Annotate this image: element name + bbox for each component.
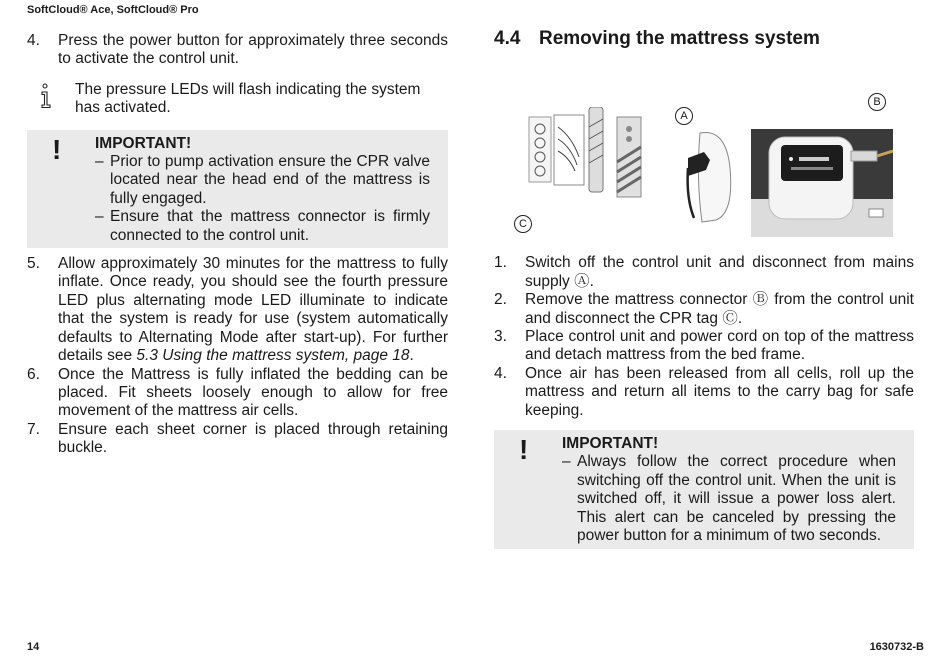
callout-a: A (675, 107, 693, 125)
removal-step (494, 365, 914, 420)
right-column (494, 30, 914, 549)
important-title: IMPORTANT! (95, 134, 192, 152)
step-7 (27, 421, 448, 458)
section-number: 4.4 (494, 28, 521, 49)
step-text-main: Allow approximately 30 minutes for the mattress to fully inflate. Once ready, you should see the fourth pressure LED plus alternating mode LED illuminate to indicate that the system is ready for use (system automatically defaults to Alternating Mode after start-up). For further details see (58, 255, 448, 365)
cross-reference: 5.3 Using the mattress system, page 18 (136, 347, 410, 365)
removal-step (494, 254, 914, 291)
important-bullet: – Always follow the correct procedure when switching off the control unit. When the unit is switched off, it will issue a power loss alert. This alert can be canceled by pressing the power button for a minimum of two seconds. (562, 453, 896, 545)
bullet-text: Always follow the correct procedure when switching off the control unit. When the unit is switched off, it will issue a power loss alert. This alert can be canceled by pressing the power button for a minimum of two seconds. (577, 453, 896, 545)
bullet-text: Prior to pump activation ensure the CPR valve located near the head end of the mattress is fully engaged. (110, 153, 430, 207)
step-number: 1. (494, 254, 507, 272)
step-5 (27, 255, 448, 365)
important-bullet: – Prior to pump activation ensure the CPR valve located near the head end of the mattress is fully engaged. (95, 153, 430, 207)
step-number: 2. (494, 291, 507, 309)
running-header: SoftCloud® Ace, SoftCloud® Pro (27, 4, 199, 16)
document-id: 1630732-B (869, 641, 924, 653)
info-text: The pressure LEDs will flash indicating the system has activated. (75, 80, 421, 117)
removal-step (494, 291, 914, 328)
step-text: Once the Mattress is fully inflated the bedding can be placed. Fit sheets loosely enough to allow for free movement of the mattress air cells. (58, 365, 448, 420)
page-number: 14 (27, 641, 40, 653)
step-text: Ensure each sheet corner is placed through retaining buckle. (58, 420, 448, 457)
step-6 (27, 366, 448, 421)
exclamation-icon: ! (52, 133, 62, 165)
step-text: Remove the mattress connector Ⓑ from the control unit and disconnect the CPR tag Ⓒ. (525, 291, 914, 327)
step-text-end: . (409, 347, 414, 365)
important-title: IMPORTANT! (562, 435, 659, 453)
info-note (27, 81, 448, 118)
cpr-tag-illustration (527, 107, 655, 207)
exclamation-icon: ! (519, 434, 529, 466)
step-number: 7. (27, 420, 40, 438)
step-number: 6. (27, 365, 40, 383)
info-icon (27, 81, 75, 118)
step-4 (27, 32, 448, 69)
step-text: Place control unit and power cord on top of the mattress and detach mattress from the bed frame. (525, 328, 914, 364)
step-text (58, 255, 448, 365)
step-number: 5. (27, 255, 40, 273)
illustrations (494, 60, 914, 231)
left-column (27, 32, 448, 458)
bullet-text: Ensure that the mattress connector is firmly connected to the control unit. (110, 208, 430, 244)
mains-plug-illustration (686, 118, 738, 228)
step-number: 4. (27, 32, 40, 49)
control-unit-photo (751, 129, 893, 237)
step-text: Once air has been released from all cells, roll up the mattress and return all items to the carry bag for safe keeping. (525, 364, 914, 419)
section-title: Removing the mattress system (539, 28, 820, 49)
step-number: 4. (494, 364, 507, 382)
step-text: Press the power button for approximately three seconds to activate the control unit. (58, 32, 448, 68)
important-box (27, 130, 448, 248)
removal-step (494, 328, 914, 365)
callout-c: C (514, 215, 532, 233)
important-box (494, 430, 914, 548)
callout-b: B (868, 93, 886, 111)
step-number: 3. (494, 328, 507, 346)
section-heading (494, 30, 914, 48)
important-bullet: – Ensure that the mattress connector is firmly connected to the control unit. (95, 208, 430, 244)
step-text: Switch off the control unit and disconnect from mains supply Ⓐ. (525, 254, 914, 290)
